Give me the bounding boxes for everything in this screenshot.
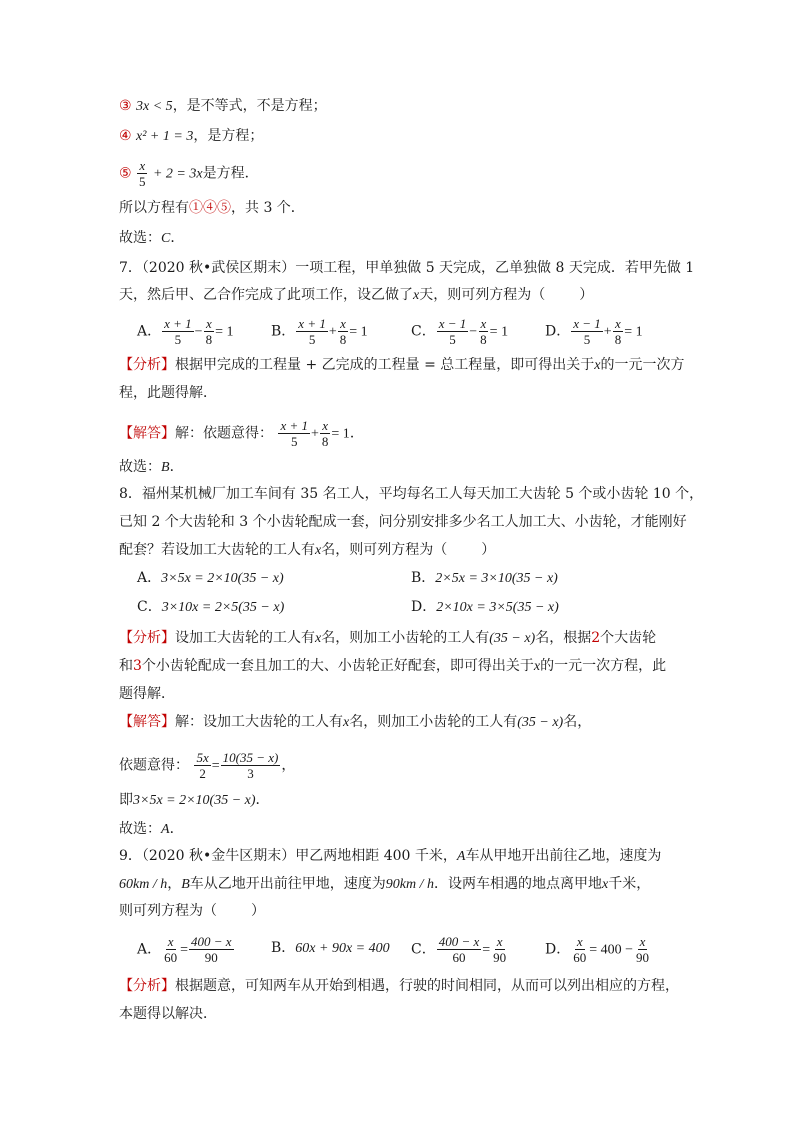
summary-line: [119, 198, 305, 218]
option-fraction-2: [204, 316, 215, 347]
q7-stem-text: 天，然后甲、乙合作完成了此项工作，设乙做了: [119, 287, 413, 303]
q8-sol-eq: =: [211, 758, 220, 774]
q8-stem-line-1: 8．福州某机械厂加工车间有 35 名工人，平均每名工人每天加工大齿轮 5 个或小齿轮 10 个，: [119, 486, 704, 502]
option-math: 3×5x = 2×10(35 − x): [161, 571, 284, 586]
frac-den: 8: [480, 332, 487, 347]
option-fraction-2: [338, 316, 349, 347]
item-3-mark: ③: [119, 98, 132, 114]
option-label: B．: [271, 323, 296, 340]
choose-end: ．: [170, 230, 185, 246]
q9-analysis-line-2: 本题得以解决．: [119, 1006, 217, 1022]
q9-stem-line-2: [119, 874, 650, 895]
q7-sol-rhs: = 1: [331, 426, 350, 442]
option-fraction-1: [571, 316, 603, 347]
q8-an2-text-d: 的一元一次方程，此: [540, 658, 667, 674]
choose-label: 故选：: [119, 459, 161, 475]
q8-option-a: [137, 568, 284, 589]
frac-den: 8: [339, 332, 347, 347]
q8-an2-text: 和: [119, 658, 133, 674]
q7-analysis-text: 根据甲完成的工程量 + 乙完成的工程量 = 总工程量，即可得出关于: [175, 357, 595, 373]
option-fraction-1: [437, 316, 469, 347]
frac-den: 5: [449, 332, 456, 347]
frac-den: 5: [308, 332, 316, 347]
q8-an-var: x: [315, 631, 322, 646]
item-4-mark: ④: [119, 128, 132, 144]
option-label: A．: [137, 570, 162, 586]
option-op: −: [469, 324, 478, 340]
q8-an2-text-b: 个小齿轮配成一套且加工的大、小齿轮正好配套，即可得出关于: [141, 658, 534, 674]
q7-sol-frac-2-den: 8: [321, 434, 329, 449]
summary-marks: ①④⑤: [189, 200, 231, 216]
q7-stem-line-2: [119, 285, 593, 306]
option-rhs: = 1: [215, 324, 234, 340]
option-op: =: [180, 942, 189, 958]
option-label: C．: [411, 323, 436, 340]
q8-analysis-line-1: [119, 628, 656, 649]
q9-analysis-line-1: [119, 976, 679, 996]
option-op: +: [603, 324, 612, 340]
q7-analysis-line-1: [119, 355, 684, 376]
frac-num: x + 1: [298, 316, 326, 331]
q8-sol3-end: ．: [255, 792, 270, 808]
q7-stem-paren-close: ）: [579, 287, 594, 303]
q8-solution-line-1: [119, 712, 591, 733]
q8-sol-frac-1-den: 2: [199, 766, 206, 781]
item-5-fraction: [137, 158, 148, 189]
option-label: D．: [411, 599, 437, 615]
option-label: D．: [545, 323, 571, 340]
item-5-math: + 2 = 3x: [152, 166, 203, 182]
frac-den: 5: [174, 332, 182, 347]
q8-an-text: 设加工大齿轮的工人有: [175, 630, 315, 646]
q8-sol-frac-2-den: 3: [247, 766, 254, 781]
q8-option-c: [137, 597, 284, 618]
q8-an-num: 2: [591, 630, 601, 646]
q9-stem-line-1: [119, 846, 661, 867]
item-5-text: 是方程．: [202, 165, 259, 182]
q7-sol-frac-1: [278, 418, 310, 449]
item-3-text: ，是不等式，不是方程；: [172, 98, 327, 114]
q8-sol-frac-2: [221, 750, 281, 781]
q8-an-text-c: 名，根据: [535, 630, 592, 646]
frac-num: x: [340, 316, 346, 331]
q9-stem-text-e: 千米，: [608, 876, 651, 892]
q9-stem-text-b: 车从甲地开出前往乙地，速度为: [465, 848, 662, 864]
choose-value: C: [161, 231, 171, 246]
q7-sol-frac-2-num: x: [322, 418, 329, 433]
solution-tag: 【解答】: [119, 425, 175, 442]
q7-stem-line-1: 7．（2020 秋•武侯区期末）一项工程，甲单独做 5 天完成，乙单独做 8 天完成．若甲先做 1: [119, 260, 695, 276]
q8-stem-line-2: 已知 2 个大齿轮和 3 个小齿轮配成一套，问分别安排多少名工人加工大、小齿轮，才能刚好: [119, 514, 687, 530]
prev-choose-line: [119, 228, 184, 249]
q8-option-d: [411, 597, 559, 618]
option-fraction-1: [162, 316, 194, 347]
summary-count: ，共 3 个．: [231, 200, 305, 216]
q8-stem-text-b: 名，则可列方程为（: [321, 542, 448, 558]
q7-option-d: [545, 316, 643, 347]
q8-an2-var: x: [533, 659, 541, 674]
option-math: 2×10x = 3×5(35 − x): [436, 600, 559, 615]
q9-stem-var: x: [602, 877, 609, 892]
item-5-mark: ⑤: [119, 165, 132, 182]
choose-label: 故选：: [119, 230, 161, 246]
q8-sol-text-c: 名，: [563, 714, 592, 730]
option-label: A．: [137, 323, 162, 340]
q8-stem-var: x: [315, 543, 322, 558]
solution-tag: 【解答】: [119, 714, 175, 730]
q7-analysis-var: x: [594, 358, 601, 373]
frac-den: 90: [636, 950, 650, 965]
option-op: =: [482, 942, 491, 958]
q8-stem-paren-close: ）: [481, 542, 496, 558]
q9-option-d: [545, 934, 652, 965]
frac-num: x: [576, 934, 583, 949]
option-label: C．: [137, 599, 162, 615]
option-rhs: = 1: [349, 324, 368, 340]
q7-solution-text: 解：依题意得：: [175, 425, 273, 442]
q7-sol-end: ．: [349, 425, 364, 442]
q9-stem-car-b: B: [181, 877, 190, 892]
frac-den: 60: [573, 950, 587, 965]
frac-den: 8: [614, 332, 622, 347]
option-rhs: = 1: [624, 324, 643, 340]
choose-value: B: [161, 460, 170, 475]
item-4-math: x² + 1 = 3: [136, 129, 194, 144]
q7-sol-frac-1-num: x + 1: [280, 418, 308, 433]
frac-den: 90: [493, 950, 507, 965]
q9-an-text: 根据题意，可知两车从开始到相遇，行驶的时间相同，从而可以列出相应的方程，: [175, 978, 679, 994]
option-fraction-2: [613, 316, 624, 347]
frac-num: x: [167, 934, 174, 949]
q9-opt-d-frac-2: [634, 934, 651, 965]
q8-sol2-end: ，: [281, 757, 296, 774]
q9-comma: ，: [167, 876, 182, 892]
q8-choose-line: [119, 819, 184, 840]
frac-num: x + 1: [164, 316, 192, 331]
q8-sol-expr: (35 − x): [517, 715, 564, 730]
option-math: 3×10x = 2×5(35 − x): [161, 600, 285, 615]
frac-num: x − 1: [438, 316, 467, 331]
q9-speed-2: 90km / h: [385, 877, 434, 892]
q7-option-a: [137, 316, 233, 347]
frac-num: x − 1: [573, 316, 601, 331]
q9-stem-text-d: ．设两车相遇的地点离甲地: [434, 876, 602, 892]
q9-stem-text: 9．（2020 秋•金牛区期末）甲乙两地相距 400 千米，: [119, 848, 457, 864]
q8-sol2-text: 依题意得：: [119, 757, 189, 774]
frac-num: x: [480, 316, 487, 331]
item-5-frac-den: 5: [139, 174, 146, 189]
q9-stem-text-f: 则可列方程为（: [119, 903, 217, 919]
q8-option-b: [411, 568, 558, 589]
q7-sol-frac-1-den: 5: [290, 434, 298, 449]
q8-sol-var: x: [343, 715, 350, 730]
q7-sol-op: +: [311, 426, 319, 442]
item-4-line: [119, 126, 263, 147]
option-label: D．: [545, 941, 571, 958]
choose-label: 故选：: [119, 821, 161, 837]
option-label: A．: [137, 941, 162, 958]
q7-option-c: [411, 316, 508, 347]
q9-option-a: [137, 934, 235, 965]
choose-end: ．: [169, 459, 184, 475]
q8-solution-line-3: [119, 790, 270, 811]
q8-an-expr: (35 − x): [489, 631, 536, 646]
q7-stem-var: x: [413, 288, 420, 303]
frac-num: 400 − x: [191, 934, 232, 949]
item-5-line: [119, 158, 259, 189]
q9-opt-c-frac-1: [437, 934, 482, 965]
q8-stem-text: 配套？若设加工大齿轮的工人有: [119, 542, 315, 558]
choose-end: ．: [169, 821, 184, 837]
frac-den: 8: [205, 332, 213, 347]
option-fraction-2: [478, 316, 489, 347]
item-4-text: ，是方程；: [193, 128, 264, 144]
item-3-math: 3x < 5: [136, 99, 173, 114]
analysis-tag: 【分析】: [119, 630, 175, 646]
q9-stem-line-3: [119, 901, 265, 921]
q8-analysis-line-2: [119, 656, 666, 677]
frac-num: x: [615, 316, 621, 331]
q7-analysis-text-b: 的一元一次方: [600, 357, 685, 373]
frac-num: x: [496, 934, 503, 949]
choose-value: A: [161, 822, 170, 837]
option-fraction-1: [296, 316, 328, 347]
frac-den: 60: [452, 950, 466, 965]
q8-sol-text-b: 名，则加工小齿轮的工人有: [349, 714, 518, 730]
frac-num: 400 − x: [438, 934, 480, 949]
q9-option-b: [271, 938, 390, 959]
option-label: B．: [271, 940, 296, 956]
option-label: B．: [411, 570, 436, 586]
item-5-frac-num: x: [139, 158, 146, 173]
option-op: +: [328, 324, 337, 340]
frac-den: 90: [204, 950, 218, 965]
q9-opt-a-frac-2: [189, 934, 234, 965]
q9-option-c: [411, 934, 509, 965]
option-label: C．: [411, 941, 436, 958]
q8-sol-frac-1: [194, 750, 210, 781]
q8-sol-frac-2-num: 10(35 − x): [222, 750, 279, 765]
q9-stem-paren-close: ）: [251, 903, 265, 919]
q7-options: [0, 316, 794, 356]
option-math: 2×5x = 3×10(35 − x): [435, 571, 558, 586]
frac-num: x: [205, 316, 212, 331]
q9-opt-c-frac-2: [491, 934, 508, 965]
q7-stem-text-b: 天，则可列方程为（: [419, 287, 546, 303]
q8-sol3-text: 即: [119, 792, 133, 808]
q8-an2-num: 3: [133, 658, 142, 674]
option-op: = 400 −: [589, 942, 634, 958]
q8-an-text-e: 个大齿轮: [600, 630, 657, 646]
q7-sol-frac-2: [320, 418, 331, 449]
q9-opt-a-frac-1: [162, 934, 179, 965]
analysis-tag: 【分析】: [119, 357, 175, 373]
option-math: 60x + 90x = 400: [295, 941, 390, 956]
q7-analysis-line-2: 程，此题得解．: [119, 385, 217, 401]
q9-speed-1: 60km / h: [119, 877, 168, 892]
frac-den: 5: [583, 332, 591, 347]
q7-option-b: [271, 316, 368, 347]
option-op: −: [194, 324, 203, 340]
q9-stem-text-c: 车从乙地开出前往甲地，速度为: [189, 876, 386, 892]
q8-stem-line-3: [119, 540, 495, 561]
q9-opt-d-frac-1: [571, 934, 588, 965]
frac-num: x: [639, 934, 646, 949]
analysis-tag: 【分析】: [119, 978, 175, 994]
q8-sol-frac-1-num: 5x: [196, 750, 209, 765]
q7-solution-line: [119, 418, 364, 449]
q8-analysis-line-3: 题得解．: [119, 686, 175, 702]
q8-sol-text: 解：设加工大齿轮的工人有: [175, 714, 343, 730]
frac-den: 60: [164, 950, 178, 965]
q8-solution-line-2: [119, 750, 295, 781]
option-rhs: = 1: [489, 324, 509, 340]
item-3-line: [119, 96, 327, 117]
q8-sol3-math: 3×5x = 2×10(35 − x): [133, 793, 256, 808]
summary-text: 所以方程有: [119, 200, 189, 216]
q9-stem-car-a: A: [456, 849, 466, 864]
q7-choose-line: [119, 457, 184, 478]
q8-an-text-b: 名，则加工小齿轮的工人有: [321, 630, 490, 646]
